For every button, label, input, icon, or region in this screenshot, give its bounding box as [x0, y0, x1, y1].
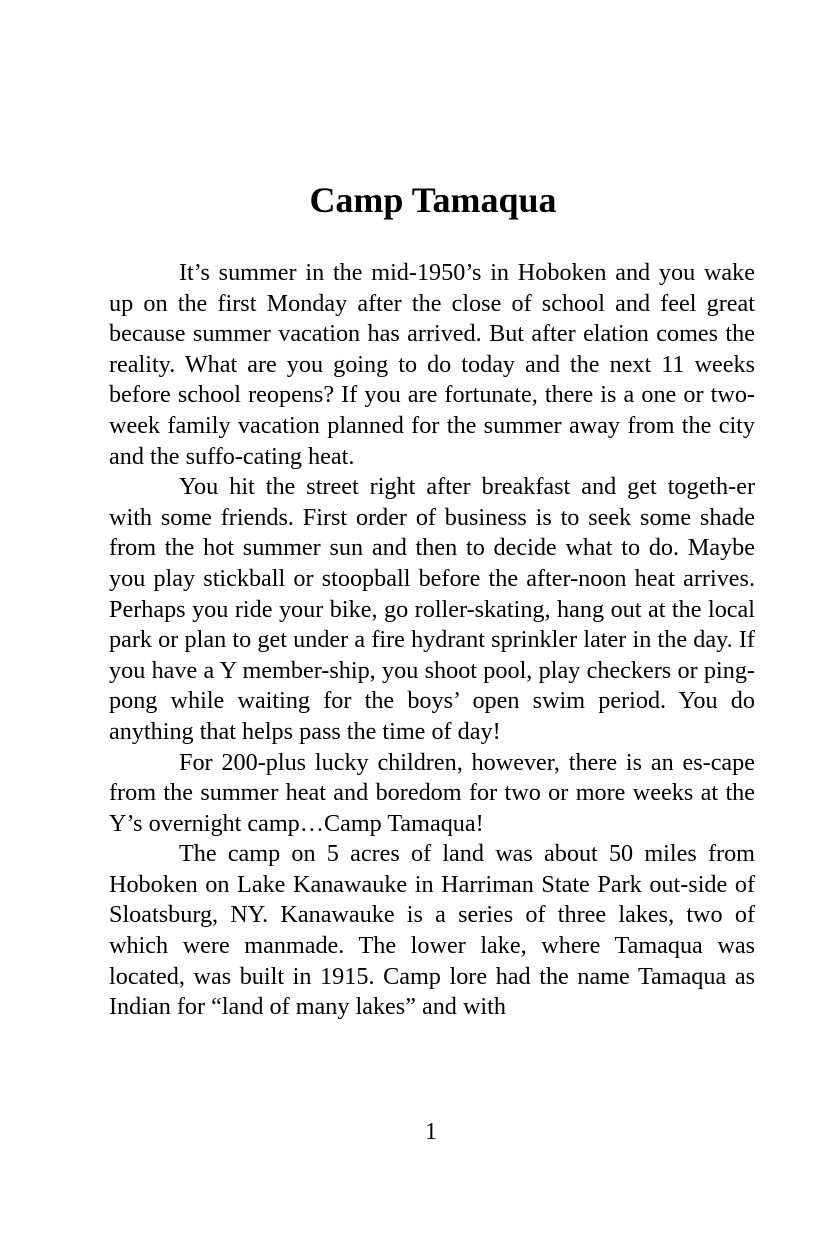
paragraph-summer-vacation: It’s summer in the mid-1950’s in Hoboken and you wake up on the first Monday after the close of school and feel great because summer vacation has arrived. But after elation comes the reality. What are you going to do today and the next 11 weeks before school reopens? If you are fortunate, there is a one or two-week family vacation planned for the summer away from the city and the suffo-cating heat.	[109, 259, 755, 470]
page-number: 1	[425, 1119, 437, 1145]
paragraph-camp-location: The camp on 5 acres of land was about 50 miles from Hoboken on Lake Kanawauke in Harriman State Park out-side of Sloatsburg, NY. Kanawauke is a series of three lakes, two of which were manmade. The lower lake, where Tamaqua was located, was built in 1915. Camp lore had the name Tamaqua as Indian for “land of many lakes” and with	[109, 840, 755, 1021]
paragraph-camp-escape: For 200-plus lucky children, however, there is an es-cape from the summer heat and boredom for two or more weeks at the Y’s overnight camp…Camp Tamaqua!	[109, 748, 755, 837]
paragraph-street-activities: You hit the street right after breakfast and get togeth-er with some friends. First order of business is to seek some shade from the hot summer sun and then to decide what to do. Maybe you play stickball or stoopball before the after-noon heat arrives. Perhaps you ride your bike, go roller-skating, hang out at the local park or plan to get under a fire hydrant sprinkler later in the day. If you have a Y member-ship, you shoot pool, play checkers or ping-pong while waiting for the boys’ open swim period. You do anything that helps pass the time of day!	[109, 473, 755, 745]
chapter-title: Camp Tamaqua	[309, 180, 557, 220]
body-text	[109, 258, 755, 1023]
